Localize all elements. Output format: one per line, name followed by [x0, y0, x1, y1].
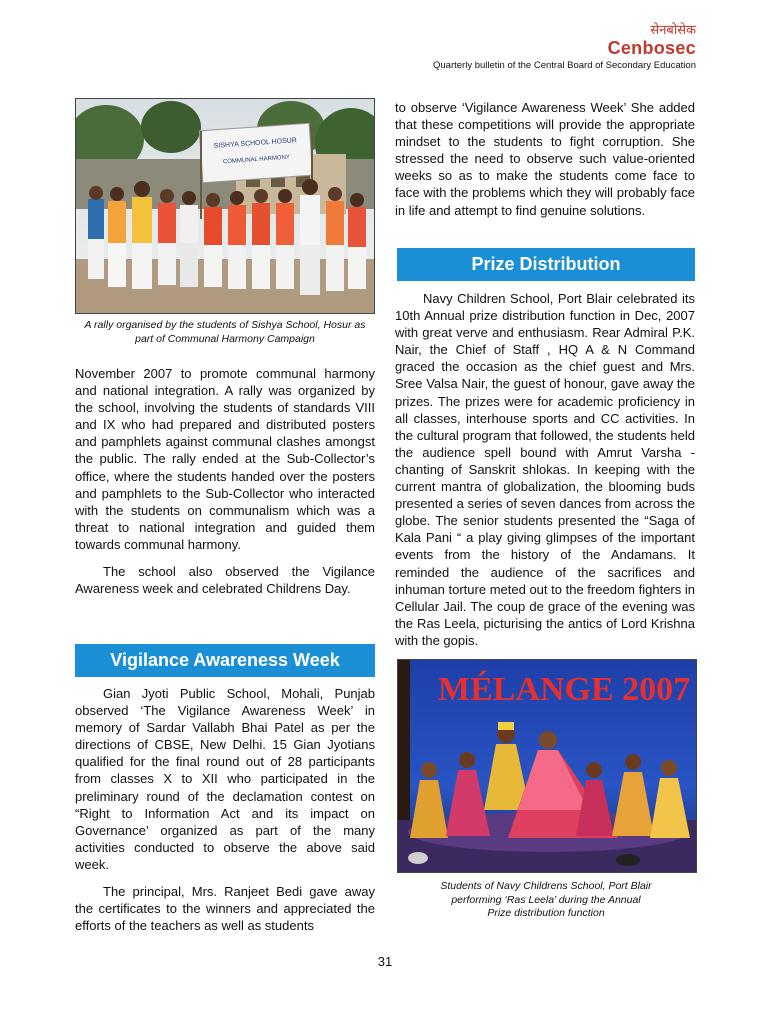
vigilance-heading: Vigilance Awareness Week	[75, 644, 375, 677]
masthead-title: Cenbosec	[607, 38, 696, 58]
banner-text-1: SISHYA SCHOOL HOSUR	[213, 137, 298, 150]
melange-photo-caption: Students of Navy Childrens School, Port Blair performing ‘Ras Leela’ during the Annual Prize distribution function	[440, 880, 652, 919]
page-number: 31	[377, 954, 393, 969]
left-column-top	[75, 365, 375, 597]
prize-distribution-heading: Prize Distribution	[397, 248, 695, 281]
right-paragraph-2: Navy Children School, Port Blair celebrated its 10th Annual prize distribution function in Dec, 2007 with great verve and enthusiasm. Rear Admiral P.K. Nair, the Chief of Staff , HQ A & N Command graced the occasion as the chief guest and Mrs. Sree Valsa Nair, the guest of honour, gave away the prizes. The prizes were for academic proficiency in all classes, interhouse sports and CC activities. In the cultural program that followed, the students held the audience spell bound with Amrut Varsha - chanting of Sanskrit shlokas. In keeping with the current mantra of globalization, the blooming buds presented a series of seven dances from across the globe. The senior students presented the “Saga of Kala Pani “ a play giving glimpses of the important events from the history of the Andamans. It reminded the audience of the sacrifices and inhuman torture meted out to the freedom fighters in Cellular Jail. The coup de grace of the evening was the Ras Leela, picturising the antics of Lord Krishna with the gopis.	[395, 291, 695, 648]
masthead-subtitle: Quarterly bulletin of the Central Board of Secondary Education	[433, 60, 696, 71]
rally-photo	[75, 98, 375, 314]
rally-photo-caption: A rally organised by the students of Sishya School, Hosur as part of Communal Harmony Campaign	[84, 319, 366, 345]
right-column-bottom	[395, 290, 695, 649]
right-column-top	[395, 99, 695, 219]
masthead	[433, 24, 696, 72]
left-paragraph-4: The principal, Mrs. Ranjeet Bedi gave away the certificates to the winners and appreciated the efforts of the teachers as well as students	[75, 884, 375, 934]
left-paragraph-1: November 2007 to promote communal harmony and national integration. A rally was organized by the school, involving the students of standards VIII and IX who had prepared and distributed posters and pamphlets against communal clashes amongst the public. The rally ended at the Sub-Collector’s office, where the students handed over the posters and pamphlets to the Sub-Collector who interacted with the students on communalism which was a threat to national integration and guided them towards communal harmony.	[75, 366, 375, 552]
left-paragraph-2: The school also observed the Vigilance Awareness week and celebrated Childrens Day.	[75, 564, 375, 597]
melange-photo-image	[398, 660, 696, 872]
right-paragraph-1: to observe ‘Vigilance Awareness Week’ She added that these competitions will provide the appropriate mindset to the students to fight corruption. She stressed the need to observe such value-oriented weeks so as to make the students come face to face with the problems which they will probably face in life and attempt to find genuine solutions.	[395, 100, 695, 218]
left-paragraph-3: Gian Jyoti Public School, Mohali, Punjab observed ‘The Vigilance Awareness Week’ in memory of Sardar Vallabh Bhai Patel as per the directions of CBSE, New Delhi. 15 Gian Jyotians qualified for the final round out of 28 participants from classes X to XII who participated in the preliminary round of the declamation contest on “Right to Information Act and its impact on Governance’ organized as part of the many activities conducted to observe the above said week.	[75, 686, 375, 872]
masthead-hindi: सेनबोसेक	[650, 23, 696, 38]
left-column-bottom	[75, 685, 375, 934]
melange-photo	[397, 659, 697, 873]
rally-photo-image	[76, 99, 374, 313]
banner-text-2: COMMUNAL HARMONY	[222, 154, 291, 166]
melange-stage-text: MÉLANGE 2007	[438, 671, 691, 708]
